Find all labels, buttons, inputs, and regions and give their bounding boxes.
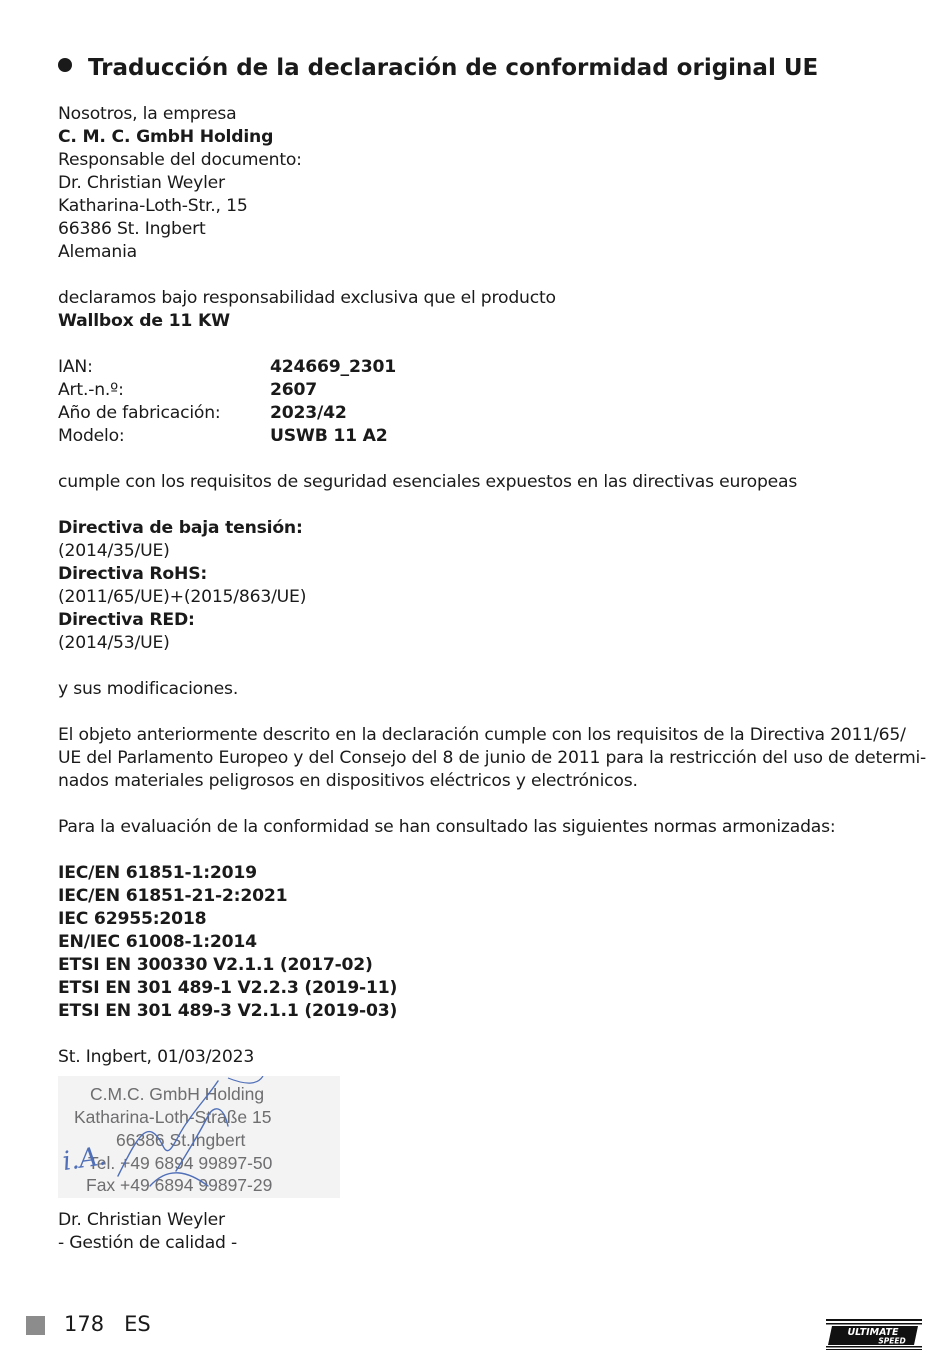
company-line: Nosotros, la empresa — [58, 104, 237, 124]
directive-name: Directiva RED: — [58, 610, 195, 630]
standard-item: ETSI EN 301 489-3 V2.1.1 (2019-03) — [58, 1001, 398, 1021]
company-line: Responsable del documento: — [58, 150, 302, 170]
standard-item: ETSI EN 301 489-1 V2.2.3 (2019-11) — [58, 978, 398, 998]
declare-intro: declaramos bajo responsabilidad exclusiva que el producto — [58, 288, 556, 308]
standards-list — [58, 862, 908, 1023]
stamp-line: Katharina-Loth-Straße 15 — [74, 1107, 272, 1127]
info-value: USWB 11 A2 — [270, 426, 388, 446]
declaration-body — [58, 103, 927, 1069]
standards-intro: Para la evaluación de la conformidad se han consultado las siguientes normas armonizadas: — [58, 817, 836, 837]
directive-name: Directiva RoHS: — [58, 564, 208, 584]
company-line: Alemania — [58, 242, 137, 262]
directive-code: (2014/53/UE) — [58, 633, 170, 653]
language-code: ES — [124, 1312, 151, 1336]
paragraph-line: UE del Parlamento Europeo y del Consejo del 8 de junio de 2011 para la restricción del uso de determi- — [58, 748, 927, 768]
info-label: Año de fabricación: — [58, 403, 221, 423]
product-info-row — [58, 379, 908, 402]
signer-block — [58, 1209, 237, 1255]
page-number: 178 — [64, 1312, 105, 1336]
directives-list — [58, 517, 908, 655]
directive-name: Directiva de baja tensión: — [58, 518, 303, 538]
standard-item: EN/IEC 61008-1:2014 — [58, 932, 257, 952]
company-line: 66386 St. Ingbert — [58, 219, 206, 239]
stamp-line: Fax +49 6894 99897-29 — [86, 1175, 273, 1195]
company-stamp — [58, 1076, 340, 1198]
logo-line2: SPEED — [878, 1336, 906, 1346]
signature-icon — [58, 1076, 340, 1198]
place-date: St. Ingbert, 01/03/2023 — [58, 1047, 255, 1067]
info-value: 424669_2301 — [270, 357, 396, 377]
info-label: Art.-n.º: — [58, 380, 124, 400]
company-line: Katharina-Loth-Str., 15 — [58, 196, 248, 216]
footer-marker-icon — [26, 1316, 45, 1335]
paragraph-line: El objeto anteriormente descrito en la declaración cumple con los requisitos de la Directiva 2011/65/ — [58, 725, 906, 745]
modifications-text: y sus modificaciones. — [58, 679, 239, 699]
page-title — [58, 55, 818, 81]
company-line: Dr. Christian Weyler — [58, 173, 225, 193]
stamp-line: C.M.C. GmbH Holding — [90, 1084, 265, 1104]
info-value: 2023/42 — [270, 403, 347, 423]
product-name: Wallbox de 11 KW — [58, 311, 230, 331]
complies-text: cumple con los requisitos de seguridad esenciales expuestos en las directivas europeas — [58, 472, 798, 492]
product-info-row — [58, 356, 908, 379]
standard-item: IEC/EN 61851-1:2019 — [58, 863, 257, 883]
info-label: Modelo: — [58, 426, 125, 446]
signature-prefix: i.A. — [60, 1141, 109, 1178]
logo-line1: ULTIMATE — [847, 1327, 899, 1338]
stamp-line: Tel. +49 6894 99897-50 — [88, 1153, 273, 1173]
info-value: 2607 — [270, 380, 318, 400]
product-info-table — [58, 356, 908, 448]
ultimate-speed-logo — [826, 1318, 924, 1350]
page-footer — [64, 1312, 151, 1336]
product-info-row — [58, 402, 908, 425]
standard-item: IEC/EN 61851-21-2:2021 — [58, 886, 288, 906]
rohs-paragraph — [58, 724, 927, 793]
stamp-line: 66386 St.Ingbert — [116, 1130, 246, 1150]
standard-item: ETSI EN 300330 V2.1.1 (2017-02) — [58, 955, 373, 975]
signer-role: - Gestión de calidad - — [58, 1233, 237, 1253]
paragraph-line: nados materiales peligrosos en dispositivos eléctricos y electrónicos. — [58, 771, 638, 791]
standard-item: IEC 62955:2018 — [58, 909, 207, 929]
product-info-row — [58, 425, 908, 448]
directive-code: (2011/65/UE)+(2015/863/UE) — [58, 587, 307, 607]
company-block — [58, 103, 908, 264]
directive-code: (2014/35/UE) — [58, 541, 170, 561]
company-name: C. M. C. GmbH Holding — [58, 127, 274, 147]
bullet-icon — [58, 58, 72, 72]
title-text: Traducción de la declaración de conformidad original UE — [88, 55, 819, 81]
signer-name: Dr. Christian Weyler — [58, 1210, 225, 1230]
info-label: IAN: — [58, 357, 93, 377]
